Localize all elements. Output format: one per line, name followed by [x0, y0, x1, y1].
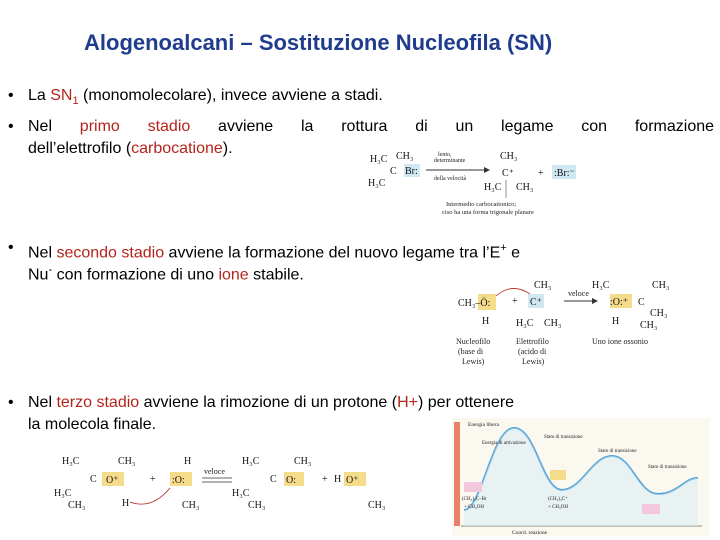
chem-label: H₃C — [484, 182, 502, 193]
chem-label: H — [612, 316, 620, 327]
chem-label: CH₃ — [516, 182, 534, 193]
bullet-marker: • — [8, 239, 14, 256]
bullet-text-line2: la molecola finale. — [28, 416, 157, 433]
chem-label: :O: — [172, 475, 185, 486]
chem-label: H₃C — [592, 280, 610, 291]
curved-arrow — [130, 488, 170, 504]
chem-label: H₃C — [232, 488, 250, 499]
chem-label: H — [184, 456, 192, 467]
chem-label: CH₃ — [118, 456, 136, 467]
chem-label: CH₃ — [68, 500, 86, 511]
species-label: (CH₃)₃C⁺ — [548, 497, 568, 502]
arrowhead — [484, 167, 490, 173]
chem-label: H — [482, 316, 490, 327]
chem-label: H₃C — [242, 456, 260, 467]
axis-label: Energia libera — [468, 422, 499, 428]
caption: Elettrofilo — [516, 337, 549, 346]
energy-label: Stato di transizione — [598, 449, 637, 454]
bullet-text: Nel primo stadio avviene la rottura di un legame con formazione — [28, 118, 715, 135]
bullet-marker: • — [8, 394, 14, 411]
chem-label: C — [638, 297, 645, 308]
chem-label: CH₃ — [368, 500, 386, 511]
chem-label: CH₃–Ö: — [458, 298, 491, 309]
chem-label: CH₃ — [534, 280, 552, 291]
chem-label: Br: — [405, 166, 418, 177]
chem-label: H₃C — [368, 178, 386, 189]
bullet-marker: • — [8, 87, 14, 104]
chem-label: O⁺ — [346, 475, 359, 486]
energy-label: Stato di transizione — [544, 435, 583, 440]
chem-label: H₃C — [62, 456, 80, 467]
chem-label: :O:⁺ — [610, 297, 629, 308]
caption: Lewis) — [522, 357, 545, 366]
species-label: (CH₃)₃C–Br — [462, 497, 487, 502]
chem-label: H₃C — [370, 154, 388, 165]
axis-label: Coord. reazione — [512, 530, 548, 536]
chem-label: C⁺ — [530, 297, 542, 308]
caption: (acido di — [518, 347, 547, 356]
chem-label: + — [150, 474, 156, 485]
energy-axis-bar — [454, 422, 460, 526]
bullet-text: Nel secondo stadio avviene la formazione del nuovo legame tra l’E+ e — [28, 242, 521, 262]
chem-label: CH₃ — [248, 500, 266, 511]
figure-caption: ciso ha una forma trigonale planare — [442, 209, 534, 216]
chem-label: + — [322, 474, 328, 485]
bullet-text: Nel terzo stadio avviene la rimozione di un protone (H+) per ottenere — [28, 394, 515, 411]
chem-label: H₃C — [516, 318, 534, 329]
species-label: + CH₃OH — [548, 505, 568, 510]
energy-label: Energia di attivazione — [482, 441, 526, 446]
bullet-text: La $SN_1$ (monomolecolare), invece avviene a stadi. — [28, 87, 383, 108]
bullet-text-line2: dell’elettrofilo (carbocatione). — [28, 140, 233, 157]
chem-label: H — [334, 474, 342, 485]
chem-label: H — [122, 498, 130, 509]
species-highlight — [642, 504, 660, 514]
chem-label: O⁺ — [106, 475, 119, 486]
caption: Nucleofilo — [456, 337, 491, 346]
species-highlight — [464, 482, 482, 492]
chem-label: + — [538, 168, 544, 179]
chem-label: CH₃ — [652, 280, 670, 291]
reaction-figure-step3 — [52, 452, 422, 516]
chem-label: + — [512, 296, 518, 307]
chem-label: C⁺ — [502, 168, 514, 179]
bullet-text-line2: Nu- con formazione di uno ione stabile. — [28, 264, 304, 284]
chem-label: CH₃ — [182, 500, 200, 511]
arrow-note: lento, — [438, 152, 452, 158]
chem-label: CH₃ — [294, 456, 312, 467]
chem-label: C — [270, 474, 277, 485]
energy-label: Stato di transizione — [648, 465, 687, 470]
figure-caption: Intermedio carbocationico; — [446, 201, 517, 208]
arrow-note: della velocità — [434, 176, 467, 182]
reaction-figure-step1 — [366, 150, 586, 220]
arrow-note: determinante — [434, 158, 466, 164]
chem-label: O: — [286, 475, 296, 486]
chem-label: CH₃ — [500, 151, 518, 162]
chem-label: CH₃ — [650, 308, 668, 319]
chem-label: C — [90, 474, 97, 485]
bullet-marker: • — [8, 118, 14, 135]
arrow-note: veloce — [568, 289, 589, 298]
caption: Lewis) — [462, 357, 485, 366]
caption: Uno ione ossonio — [592, 337, 648, 346]
caption: (base di — [458, 347, 484, 356]
arrow-note: veloce — [204, 467, 225, 476]
slide-title: Alogenoalcani – Sostituzione Nucleofila (SN) — [84, 30, 553, 55]
chem-label: :Br:⁻ — [554, 168, 575, 179]
energy-profile-diagram — [452, 418, 710, 536]
bullet-secondo-stadio — [8, 237, 718, 284]
species-highlight — [550, 470, 566, 480]
bullet-sn1 — [8, 85, 708, 107]
curved-arrow — [496, 288, 530, 296]
chem-label: H₃C — [54, 488, 72, 499]
chem-label: C — [390, 166, 397, 177]
bullet-primo-stadio — [8, 116, 715, 160]
chem-label: CH₃ — [544, 318, 562, 329]
chem-label: CH₃ — [396, 151, 414, 162]
species-label: + CH₃OH — [464, 505, 484, 510]
arrowhead — [592, 298, 598, 304]
reaction-figure-step2 — [452, 276, 702, 372]
chem-label: CH₃ — [640, 320, 658, 331]
